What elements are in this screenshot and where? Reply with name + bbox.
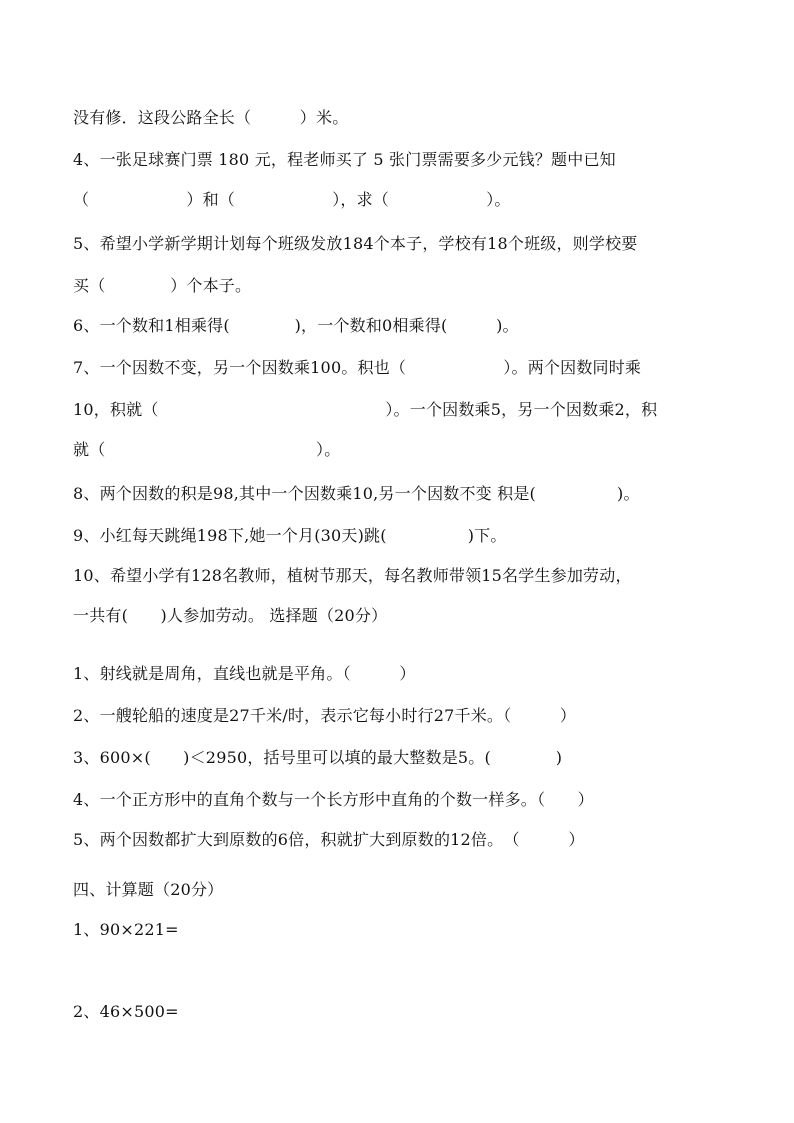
text-line-fill-in-7-cont: 10，积就（ ）。一个因数乘5，另一个因数乘2，积 xyxy=(73,400,658,419)
text-line-fill-in-5: 5、希望小学新学期计划每个班级发放184个本子，学校有18个班级，则学校要 xyxy=(73,234,638,253)
text-line-fill-in-4: 4、一张足球赛门票 180 元，程老师买了 5 张门票需要多少元钱？题中已知 xyxy=(73,150,616,169)
text-line-choice-4: 4、一个正方形中的直角个数与一个长方形中直角的个数一样多。（ ） xyxy=(73,790,594,809)
text-line-fill-in-7: 7、一个因数不变，另一个因数乘100。积也（ ）。两个因数同时乘 xyxy=(73,358,642,377)
text-line-fill-in-7-end: 就（ ）。 xyxy=(73,440,341,459)
text-line-fill-in-3-end: 没有修．这段公路全长（ ）米。 xyxy=(73,108,349,127)
text-line-choice-2: 2、一艘轮船的速度是27千米/时，表示它每小时行27千米。（ ） xyxy=(73,706,577,725)
text-line-calc-2: 2、46×500= xyxy=(73,1002,179,1021)
text-line-choice-5: 5、两个因数都扩大到原数的6倍，积就扩大到原数的12倍。 （ ） xyxy=(73,830,585,849)
text-line-choice-3: 3、600×( )＜2950，括号里可以填的最大整数是5。( ) xyxy=(73,748,563,767)
text-line-choice-1: 1、射线就是周角，直线也就是平角。（ ） xyxy=(73,664,416,683)
text-line-fill-in-9: 9、小红每天跳绳198下,她一个月(30天)跳( )下。 xyxy=(73,526,507,545)
text-line-fill-in-10: 10、希望小学有128名教师，植树节那天，每名教师带领15名学生参加劳动， xyxy=(73,566,632,585)
text-line-fill-in-10-end: 一共有( )人参加劳动。 选择题（20分） xyxy=(73,606,388,625)
text-line-fill-in-6: 6、一个数和1相乘得( )，一个数和0相乘得( )。 xyxy=(73,316,519,335)
text-line-fill-in-4-blanks: （ ）和（ ），求（ ）。 xyxy=(73,190,511,209)
text-line-fill-in-5-end: 买（ ）个本子。 xyxy=(73,276,252,295)
text-line-fill-in-8: 8、两个因数的积是98,其中一个因数乘10,另一个因数不变 积是( )。 xyxy=(73,484,640,503)
text-line-calc-1: 1、90×221= xyxy=(73,920,179,939)
section-heading-calculation: 四、计算题（20分） xyxy=(73,880,224,899)
